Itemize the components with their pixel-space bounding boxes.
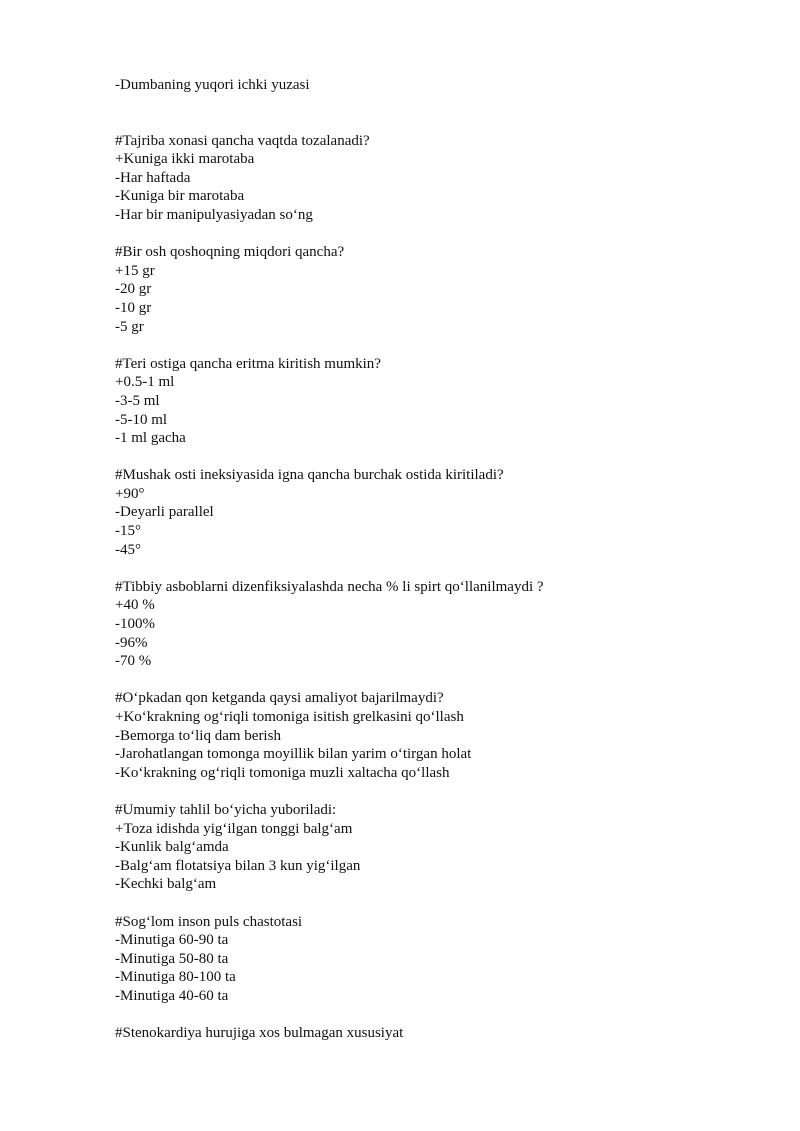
answer-option: -Ko‘krakning og‘riqli tomoniga muzli xaltacha qo‘llash <box>115 764 450 781</box>
document-page <box>115 76 755 1061</box>
question-text: #Stenokardiya hurujiga xos bulmagan xususiyat <box>115 1025 404 1042</box>
correct-answer-option: +40 % <box>115 597 155 614</box>
question-block <box>115 578 755 671</box>
answer-option: -Jarohatlangan tomonga moyillik bilan yarim o‘tirgan holat <box>115 746 472 763</box>
answer-option: -Deyarli parallel <box>115 504 214 521</box>
answer-option: -20 gr <box>115 281 152 298</box>
answer-option: -Minutiga 50-80 ta <box>115 950 229 967</box>
question-block <box>115 243 755 336</box>
answer-option: -5-10 ml <box>115 411 168 428</box>
answer-option: -Minutiga 60-90 ta <box>115 932 229 949</box>
question-text: #Sog‘lom inson puls chastotasi <box>115 913 303 930</box>
answer-option: -Bemorga to‘liq dam berish <box>115 727 281 744</box>
correct-answer-option: +Toza idishda yig‘ilgan tonggi balg‘am <box>115 820 353 837</box>
answer-option: -Kunlik balg‘amda <box>115 839 229 856</box>
question-text: #Mushak osti ineksiyasida igna qancha burchak ostida kiritiladi? <box>115 467 504 484</box>
question-text: #Bir osh qoshoqning miqdori qancha? <box>115 244 345 261</box>
answer-option: -Minutiga 80-100 ta <box>115 969 236 986</box>
question-text: #Tajriba xonasi qancha vaqtda tozalanadi? <box>115 132 370 149</box>
answer-option: -5 gr <box>115 318 144 335</box>
intro-line: -Dumbaning yuqori ichki yuzasi <box>115 77 310 93</box>
question-block <box>115 355 755 448</box>
correct-answer-option: +90° <box>115 485 145 502</box>
correct-answer-option: +Kuniga ikki marotaba <box>115 151 255 168</box>
answer-option: -Minutiga 40-60 ta <box>115 987 229 1004</box>
question-block <box>115 913 755 1006</box>
answer-option: -Har haftada <box>115 169 191 186</box>
answer-option: -15° <box>115 523 141 540</box>
question-text: #O‘pkadan qon ketganda qaysi amaliyot bajarilmaydi? <box>115 690 444 707</box>
answer-option: -100% <box>115 616 155 633</box>
correct-answer-option: +Ko‘krakning og‘riqli tomoniga isitish grelkasini qo‘llash <box>115 709 464 725</box>
question-block <box>115 689 755 782</box>
question-text: #Teri ostiga qancha eritma kiritish mumkin? <box>115 355 381 372</box>
answer-option: -70 % <box>115 653 152 670</box>
question-block <box>115 466 755 559</box>
question-text: #Umumiy tahlil bo‘yicha yuboriladi: <box>115 801 337 818</box>
question-block <box>115 1024 755 1043</box>
question-text: #Tibbiy asboblarni dizenfiksiyalashda necha % li spirt qo‘llanilmaydi ? <box>115 578 544 595</box>
answer-option: -3-5 ml <box>115 392 160 409</box>
answer-option: -Kechki balg‘am <box>115 876 217 893</box>
answer-option: -Kuniga bir marotaba <box>115 188 245 205</box>
answer-option: -96% <box>115 634 148 651</box>
answer-option: -1 ml gacha <box>115 430 186 447</box>
answer-option: -10 gr <box>115 299 152 316</box>
question-block <box>115 132 755 225</box>
question-list <box>115 132 755 1043</box>
answer-option: -45° <box>115 541 141 558</box>
correct-answer-option: +0.5-1 ml <box>115 374 175 391</box>
question-block <box>115 801 755 894</box>
answer-option: -Balg‘am flotatsiya bilan 3 kun yig‘ilgan <box>115 857 361 874</box>
correct-answer-option: +15 gr <box>115 262 155 279</box>
answer-option: -Har bir manipulyasiyadan so‘ng <box>115 206 313 223</box>
